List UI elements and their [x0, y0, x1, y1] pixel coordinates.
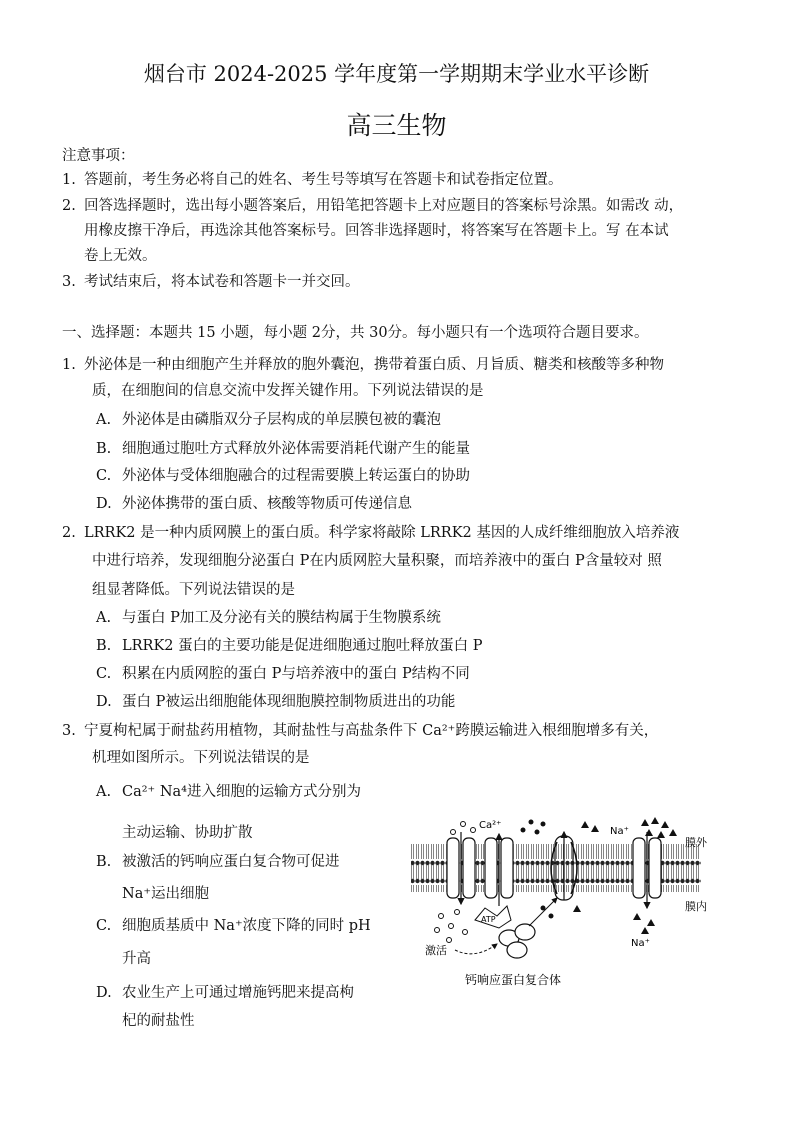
q3-option-b-line-1: 被激活的钙响应蛋白复合物可促进 — [122, 854, 340, 870]
notice-item-2-line-3: 卷上无效。 — [84, 248, 157, 264]
notice-item-3-text: 考试结束后，将本试卷和答题卡一并交回。 — [84, 274, 360, 290]
calcium-ions-inside — [435, 910, 468, 943]
outside-membrane-label: 膜外 — [685, 836, 707, 849]
q2-option-a-text: 与蛋白 P加工及分泌有关的膜结构属于生物膜系统 — [122, 610, 441, 626]
q1-option-d-key: D. — [96, 496, 112, 512]
notice-item-3-num: 3. — [62, 274, 76, 290]
calcium-channel — [447, 832, 475, 904]
q3-number: 3. — [62, 723, 76, 739]
q3-option-d-line-1: 农业生产上可通过增施钙肥来提高枸 — [122, 985, 354, 1001]
membrane-transport-diagram — [405, 812, 735, 992]
q3-option-c-key: C. — [96, 918, 112, 934]
sodium-exchanger — [551, 832, 577, 900]
activation-label: 激活 — [425, 944, 447, 957]
section-heading: 一、选择题：本题共 15 小题，每小题 2分，共 30分。每小题只有一个选项符合题目要求。 — [62, 325, 649, 341]
q1-stem-line-2: 质，在细胞间的信息交流中发挥关键作用。下列说法错误的是 — [92, 383, 484, 399]
q3-stem-line-1: 宁夏枸杞属于耐盐药用植物，其耐盐性与高盐条件下 Ca²⁺跨膜运输进入根细胞增多有关， — [84, 723, 659, 739]
exam-subtitle: 高三生物 — [346, 111, 447, 140]
calcium-ions-outside — [451, 822, 476, 835]
q3-option-b-line-2: Na⁺运出细胞 — [122, 886, 209, 902]
sodium-ions-inside — [541, 905, 656, 934]
q1-option-a-text: 外泌体是由磷脂双分子层构成的单层膜包被的囊泡 — [122, 412, 441, 428]
q3-option-a-line-1: Ca²⁺ Na⁴进入细胞的运输方式分别为 — [122, 784, 361, 800]
notice-item-2-num: 2. — [62, 198, 76, 214]
q2-option-a-key: A. — [96, 610, 112, 626]
q2-option-c-key: C. — [96, 666, 112, 682]
q3-option-a-line-2: 主动运输、协助扩散 — [122, 825, 253, 841]
q3-option-c-line-1: 细胞质基质中 Na⁺浓度下降的同时 pH — [122, 918, 371, 934]
q1-option-c-text: 外泌体与受体细胞融合的过程需要膜上转运蛋白的协助 — [122, 468, 470, 484]
q1-option-c-key: C. — [96, 468, 112, 484]
q1-stem-line-1: 外泌体是一种由细胞产生并释放的胞外囊泡，携带着蛋白质、月旨质、糖类和核酸等多种物 — [84, 357, 664, 373]
q2-stem-line-2: 中进行培养，发现细胞分泌蛋白 P在内质网腔大量积聚，而培养液中的蛋白 P含量较对 照 — [92, 553, 662, 569]
q2-option-b-key: B. — [96, 638, 112, 654]
activation-arrow — [455, 944, 497, 954]
q2-option-c-text: 积累在内质网腔的蛋白 P与培养液中的蛋白 P结构不同 — [122, 666, 470, 682]
complex-label: 钙响应蛋白复合体 — [465, 973, 562, 987]
q3-option-d-line-2: 杞的耐盐性 — [122, 1013, 195, 1029]
q3-option-b-key: B. — [96, 854, 112, 870]
notice-heading: 注意事项： — [62, 148, 135, 164]
q3-stem-line-2: 机理如图所示。下列说法错误的是 — [92, 750, 310, 766]
notice-item-1-num: 1. — [62, 172, 76, 188]
calcium-response-protein-complex — [499, 924, 535, 958]
complex-to-exchanger-arrow — [529, 898, 557, 926]
sodium-ions-outside — [521, 820, 600, 835]
q2-number: 2. — [62, 525, 76, 541]
notice-item-1-text: 答题前，考生务必将自己的姓名、考生号等填写在答题卡和试卷指定位置。 — [84, 172, 563, 188]
q2-option-b-text: LRRK2 蛋白的主要功能是促进细胞通过胞吐释放蛋白 P — [122, 638, 483, 654]
q1-option-b-key: B. — [96, 441, 112, 457]
q3-option-a-key: A. — [96, 784, 112, 800]
sodium-ions-outside-right — [641, 817, 677, 838]
q1-number: 1. — [62, 357, 76, 373]
atp-label: ATP — [481, 915, 496, 924]
q2-stem-line-3: 组显著降低。下列说法错误的是 — [92, 582, 295, 598]
q2-option-d-text: 蛋白 P被运出细胞能体现细胞膜控制物质进出的功能 — [122, 694, 456, 710]
q1-option-d-text: 外泌体携带的蛋白质、核酸等物质可传递信息 — [122, 496, 412, 512]
q1-option-a-key: A. — [96, 412, 112, 428]
q2-stem-line-1: LRRK2 是一种内质网膜上的蛋白质。科学家将敲除 LRRK2 基因的人成纤维细胞放入培养液 — [84, 525, 680, 541]
q3-option-c-line-2: 升高 — [122, 951, 151, 967]
sodium-label-bottom: Na⁺ — [631, 938, 650, 949]
notice-item-2-line-2: 用橡皮擦干净后，再选涂其他答案标号。回答非选择题时，将答案写在答题卡上。写 在本试 — [84, 223, 669, 239]
calcium-ion-label: Ca²⁺ — [479, 820, 502, 831]
inside-membrane-label: 膜内 — [685, 900, 707, 913]
notice-item-2-line-1: 回答选择题时，选出每小题答案后，用铅笔把答题卡上对应题目的答案标号涂黑。如需改 动， — [84, 198, 684, 214]
q2-option-d-key: D. — [96, 694, 112, 710]
q3-option-d-key: D. — [96, 985, 112, 1001]
sodium-channel — [633, 832, 661, 908]
exam-title: 烟台市 2024-2025 学年度第一学期期末学业水平诊断 — [143, 62, 650, 86]
q1-option-b-text: 细胞通过胞吐方式释放外泌体需要消耗代谢产生的能量 — [122, 441, 470, 457]
sodium-label-top: Na⁺ — [610, 826, 629, 837]
